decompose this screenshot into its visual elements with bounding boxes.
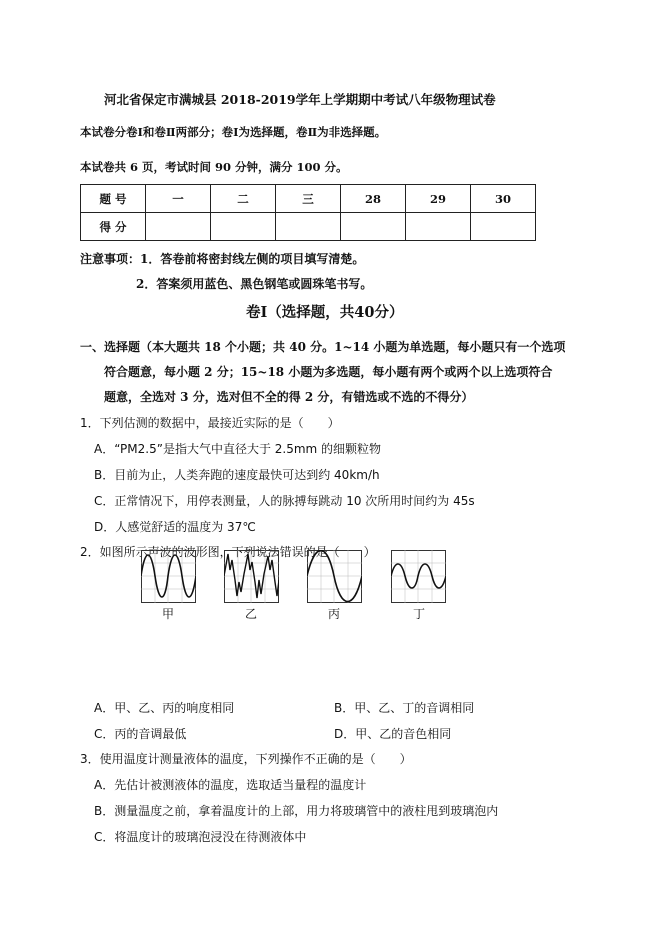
part1-title: 卷Ⅰ（选择题，共40分） <box>246 304 404 321</box>
q1-stem: 1．下列估测的数据中，最接近实际的是（ ） <box>80 416 340 430</box>
q2-stem: 2．如图所示声波的波形图，下列说法错误的是（ ） <box>80 545 376 559</box>
waveform-label-bing: 丙 <box>328 607 341 621</box>
section1-line-3: 题意，全选对 3 分，选对但不全的得 2 分，有错选或不选的不得分） <box>104 390 474 404</box>
q2-option-a: A．甲、乙、丙的响度相同 <box>94 701 235 715</box>
score-input-cell[interactable] <box>146 213 211 241</box>
intro-time: 本试卷共 6 页，考试时间 90 分钟，满分 100 分。 <box>80 160 348 174</box>
notes-line-1: 注意事项：1．答卷前将密封线左侧的项目填写清楚。 <box>80 252 365 266</box>
q1-option-b: B．目前为止，人类奔跑的速度最快可达到约 40km/h <box>94 468 380 482</box>
notes-line-2: 2．答案须用蓝色、黑色钢笔或圆珠笔书写。 <box>136 277 373 291</box>
table-cell: 29 <box>406 185 471 213</box>
table-cell: 三 <box>276 185 341 213</box>
score-input-cell[interactable] <box>341 213 406 241</box>
exam-title: 河北省保定市满城县 2018-2019学年上学期期中考试八年级物理试卷 <box>104 92 496 107</box>
waveform-label-yi: 乙 <box>245 607 258 621</box>
score-table-header-row <box>81 185 536 213</box>
waveform-yi <box>224 550 279 603</box>
q3-option-c: C．将温度计的玻璃泡浸没在待测液体中 <box>94 830 307 844</box>
q2-option-d: D．甲、乙的音色相同 <box>334 727 452 741</box>
table-cell: 二 <box>211 185 276 213</box>
q1-option-a: A．“PM2.5”是指大气中直径大于 2.5mm 的细颗粒物 <box>94 442 382 456</box>
q3-stem: 3．使用温度计测量液体的温度，下列操作不正确的是（ ） <box>80 752 412 766</box>
score-input-cell[interactable] <box>211 213 276 241</box>
q3-option-a: A．先估计被测液体的温度，选取适当量程的温度计 <box>94 778 367 792</box>
waveform-bing <box>307 550 362 603</box>
table-cell: 30 <box>471 185 536 213</box>
q1-option-c: C．正常情况下，用停表测量，人的脉搏每跳动 10 次所用时间约为 45s <box>94 494 475 508</box>
waveform-label-ding: 丁 <box>413 607 426 621</box>
table-cell: 一 <box>146 185 211 213</box>
score-input-cell[interactable] <box>471 213 536 241</box>
section1-line-2: 符合题意，每小题 2 分；15~18 小题为多选题，每小题有两个或两个以上选项符合 <box>104 365 553 379</box>
score-input-cell[interactable] <box>276 213 341 241</box>
score-table <box>80 184 536 241</box>
q1-option-d: D．人感觉舒适的温度为 37℃ <box>94 520 256 534</box>
section1-line-1: 一、选择题（本大题共 18 个小题；共 40 分。1~14 小题为单选题，每小题只有一个选项 <box>80 340 566 354</box>
score-table-score-row <box>81 213 536 241</box>
table-cell: 得 分 <box>81 213 146 241</box>
table-cell: 28 <box>341 185 406 213</box>
waveform-ding <box>391 550 446 603</box>
q2-option-c: C．丙的音调最低 <box>94 727 187 741</box>
q2-option-b: B．甲、乙、丁的音调相同 <box>334 701 475 715</box>
q3-option-b: B．测量温度之前，拿着温度计的上部，用力将玻璃管中的液柱甩到玻璃泡内 <box>94 804 499 818</box>
waveform-label-jia: 甲 <box>162 607 175 621</box>
score-input-cell[interactable] <box>406 213 471 241</box>
table-cell: 题 号 <box>81 185 146 213</box>
waveform-jia <box>141 550 196 603</box>
intro-structure: 本试卷分卷Ⅰ和卷Ⅱ两部分；卷Ⅰ为选择题，卷Ⅱ为非选择题。 <box>80 125 387 139</box>
